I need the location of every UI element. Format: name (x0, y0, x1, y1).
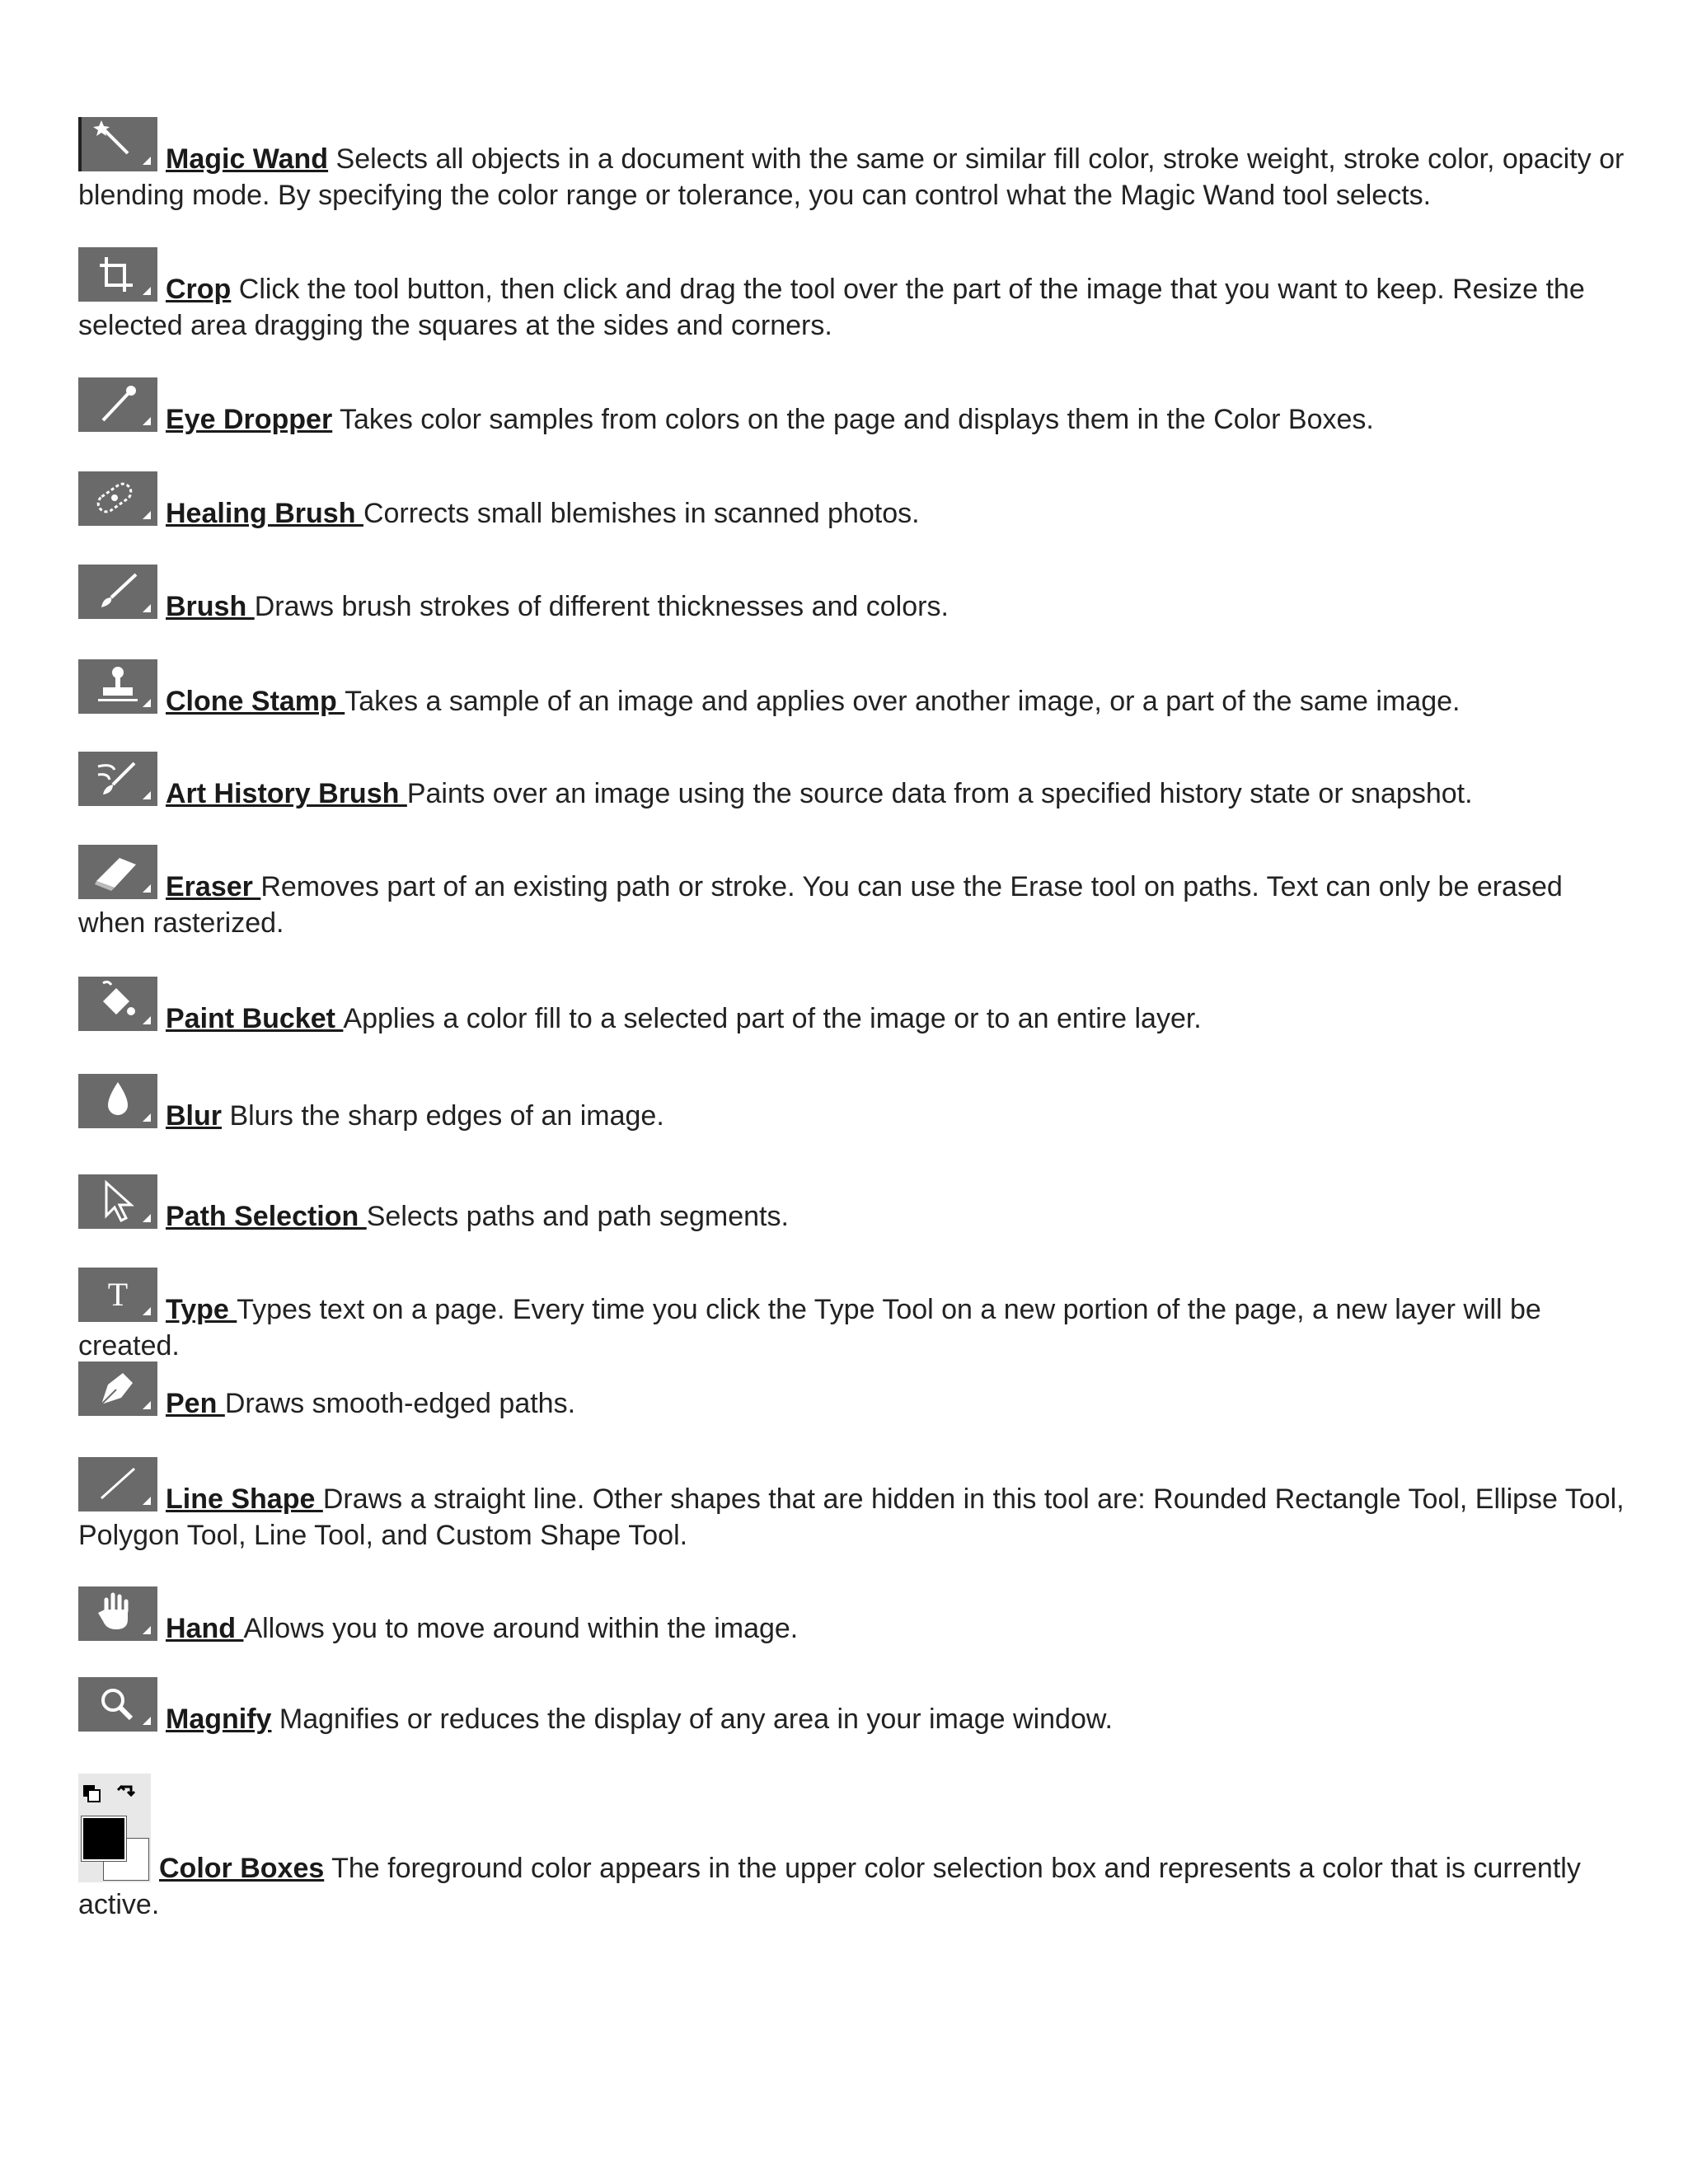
tool-entry-pen (78, 1361, 1628, 1422)
tool-description: Click the tool button, then click and drag the tool over the part of the image that you want to keep. Resize the selected area dragging the squares at the sides and corners. (78, 274, 1585, 341)
tool-entry-path-selection (78, 1174, 1628, 1235)
magnify-icon (78, 1677, 157, 1732)
tool-name: Magic Wand (166, 143, 329, 175)
tool-entry-healing-brush (78, 471, 1628, 532)
tool-description: Blurs the sharp edges of an image. (222, 1100, 664, 1132)
type-icon (78, 1268, 157, 1322)
clone-stamp-icon (78, 659, 157, 714)
tool-name: Hand (166, 1613, 244, 1644)
tool-name: Eye Dropper (166, 404, 333, 435)
tool-entry-art-history-brush (78, 752, 1628, 812)
tool-entry-brush (78, 565, 1628, 625)
pen-icon (78, 1361, 157, 1416)
magic-wand-icon (78, 117, 157, 171)
svg-text:T: T (107, 1276, 129, 1313)
tool-entry-blur (78, 1074, 1628, 1134)
foreground-color-swatch (82, 1816, 126, 1861)
tool-entry-eye-dropper (78, 377, 1628, 438)
tool-name: Type (166, 1294, 237, 1325)
tool-description: Magnifies or reduces the display of any area in your image window. (271, 1704, 1114, 1735)
eraser-icon (78, 845, 157, 899)
tool-entry-type (78, 1268, 1628, 1364)
tool-name: Path Selection (166, 1201, 367, 1232)
tool-entry-crop (78, 247, 1628, 344)
tool-entry-color-boxes (78, 1774, 1628, 1923)
tool-description: Allows you to move around within the image. (243, 1613, 799, 1644)
tool-description: Draws a straight line. Other shapes that are hidden in this tool are: Rounded Rectangle Tool, Ellipse Tool, Polygon Tool, Line Tool, and Custom Shape Tool. (78, 1483, 1625, 1551)
tool-description: Selects all objects in a document with the same or similar fill color, stroke weight, stroke color, opacity or blending mode. By specifying the color range or tolerance, you can control what the Magic Wand tool selects. (78, 143, 1625, 211)
tool-name: Blur (166, 1100, 222, 1132)
tool-name: Magnify (166, 1704, 272, 1735)
tool-description: Paints over an image using the source data from a specified history state or snapshot. (406, 778, 1473, 809)
line-shape-icon (78, 1457, 157, 1511)
tool-description: The foreground color appears in the upper color selection box and represents a color that is currently active. (78, 1853, 1581, 1920)
tool-description: Takes a sample of an image and applies over another image, or a part of the same image. (345, 686, 1461, 717)
tool-name: Crop (166, 274, 232, 305)
tool-name: Art History Brush (166, 778, 407, 809)
tool-description: Corrects small blemishes in scanned photos. (363, 498, 920, 529)
tool-name: Paint Bucket (166, 1003, 344, 1034)
tool-description: Selects paths and path segments. (366, 1201, 789, 1232)
tool-description: Draws smooth-edged paths. (224, 1388, 576, 1419)
tool-name: Color Boxes (159, 1853, 325, 1884)
healing-brush-icon (78, 471, 157, 526)
hand-icon (78, 1586, 157, 1641)
tool-name: Line Shape (166, 1483, 323, 1515)
paint-bucket-icon (78, 977, 157, 1031)
tool-name: Eraser (166, 871, 261, 902)
path-selection-icon (78, 1174, 157, 1229)
tool-entry-paint-bucket (78, 977, 1628, 1037)
tool-name: Healing Brush (166, 498, 363, 529)
tool-description: Removes part of an existing path or stroke. You can use the Erase tool on paths. Text can only be erased when rasterized. (78, 871, 1563, 939)
tool-description: Draws brush strokes of different thicknesses and colors. (254, 591, 949, 622)
tool-description: Takes color samples from colors on the page and displays them in the Color Boxes. (332, 404, 1374, 435)
tool-entry-magic-wand (78, 117, 1628, 213)
swap-colors-icon (80, 1779, 149, 1807)
tool-name: Clone Stamp (166, 686, 345, 717)
tool-entry-hand (78, 1586, 1628, 1647)
tool-description: Applies a color fill to a selected part of the image or to an entire layer. (343, 1003, 1202, 1034)
eye-dropper-icon (78, 377, 157, 432)
tool-entry-clone-stamp (78, 659, 1628, 719)
tool-entry-line-shape (78, 1457, 1628, 1554)
tool-name: Brush (166, 591, 255, 622)
crop-icon (78, 247, 157, 302)
art-history-brush-icon (78, 752, 157, 806)
color-boxes-icon (78, 1774, 151, 1882)
brush-icon (78, 565, 157, 619)
tool-description: Types text on a page. Every time you click the Type Tool on a new portion of the page, a new layer will be created. (78, 1294, 1541, 1361)
tool-entry-magnify (78, 1677, 1628, 1737)
tool-entry-eraser (78, 845, 1628, 941)
tool-name: Pen (166, 1388, 225, 1419)
blur-icon (78, 1074, 157, 1128)
